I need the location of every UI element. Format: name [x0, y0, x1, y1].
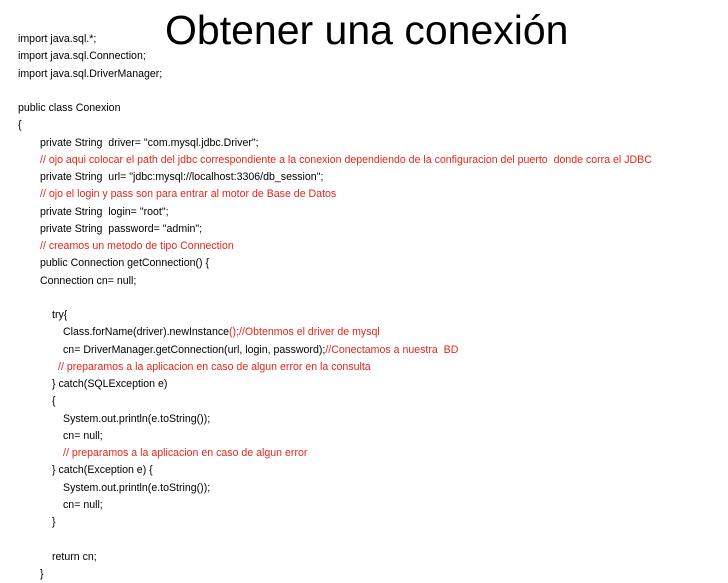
code-line: private String password= "admin"; — [40, 222, 203, 235]
code-comment: //Conectamos a nuestra BD — [325, 343, 459, 356]
code-comment: // ojo el login y pass son para entrar al motor de Base de Datos — [40, 188, 337, 201]
blank-line — [18, 83, 652, 100]
code-comment: // preparamos a la aplicacion en caso de algun error — [63, 447, 308, 459]
code-line: System.out.println(e.toString()); — [63, 481, 211, 494]
code-line: public class Conexion — [18, 102, 121, 114]
code-text: Class.forName(driver).newInstance — [63, 326, 230, 339]
code-line: } catch(Exception e) { — [52, 464, 153, 477]
code-line: private String url= "jdbc:mysql://localhost:3306/db_session"; — [40, 171, 324, 183]
code-line: private String driver= "com.mysql.jdbc.Driver"; — [40, 136, 259, 149]
code-line: import java.sql.*; — [18, 33, 97, 45]
code-line — [18, 342, 652, 359]
code-line: private String login= "root"; — [40, 205, 169, 218]
code-block — [18, 31, 652, 583]
blank-line — [18, 290, 652, 307]
code-line: cn= null; — [63, 429, 103, 442]
code-line: System.out.println(e.toString()); — [63, 412, 211, 425]
code-line: public Connection getConnection() { — [40, 257, 210, 270]
code-line: cn= null; — [63, 498, 103, 511]
code-line — [18, 324, 652, 341]
code-line: { — [18, 119, 22, 132]
code-line: } catch(SQLException e) — [52, 378, 168, 390]
code-line: try{ — [52, 309, 68, 321]
code-comment: // preparamos a la aplicacion en caso de algun error en la consulta — [58, 360, 371, 373]
code-line: } — [52, 516, 56, 528]
code-line: Connection cn= null; — [40, 274, 137, 287]
code-comment: // ojo aqui colocar el path del jdbc correspondiente a la conexion dependiendo de la configuracion del puerto donde corra el JDBC — [40, 153, 652, 166]
code-text: cn= DriverManager.getConnection(url, login, password); — [63, 343, 326, 356]
code-comment: // creamos un metodo de tipo Connection — [40, 240, 234, 252]
slide-title: Obtener una conexión — [165, 7, 569, 53]
code-line: import java.sql.DriverManager; — [18, 67, 163, 80]
code-line: } — [40, 567, 44, 580]
code-line: import java.sql.Connection; — [18, 50, 146, 63]
code-line: return cn; — [52, 550, 97, 563]
code-line: { — [52, 395, 56, 408]
code-comment: ();//Obtenmos el driver de mysql — [229, 326, 380, 339]
